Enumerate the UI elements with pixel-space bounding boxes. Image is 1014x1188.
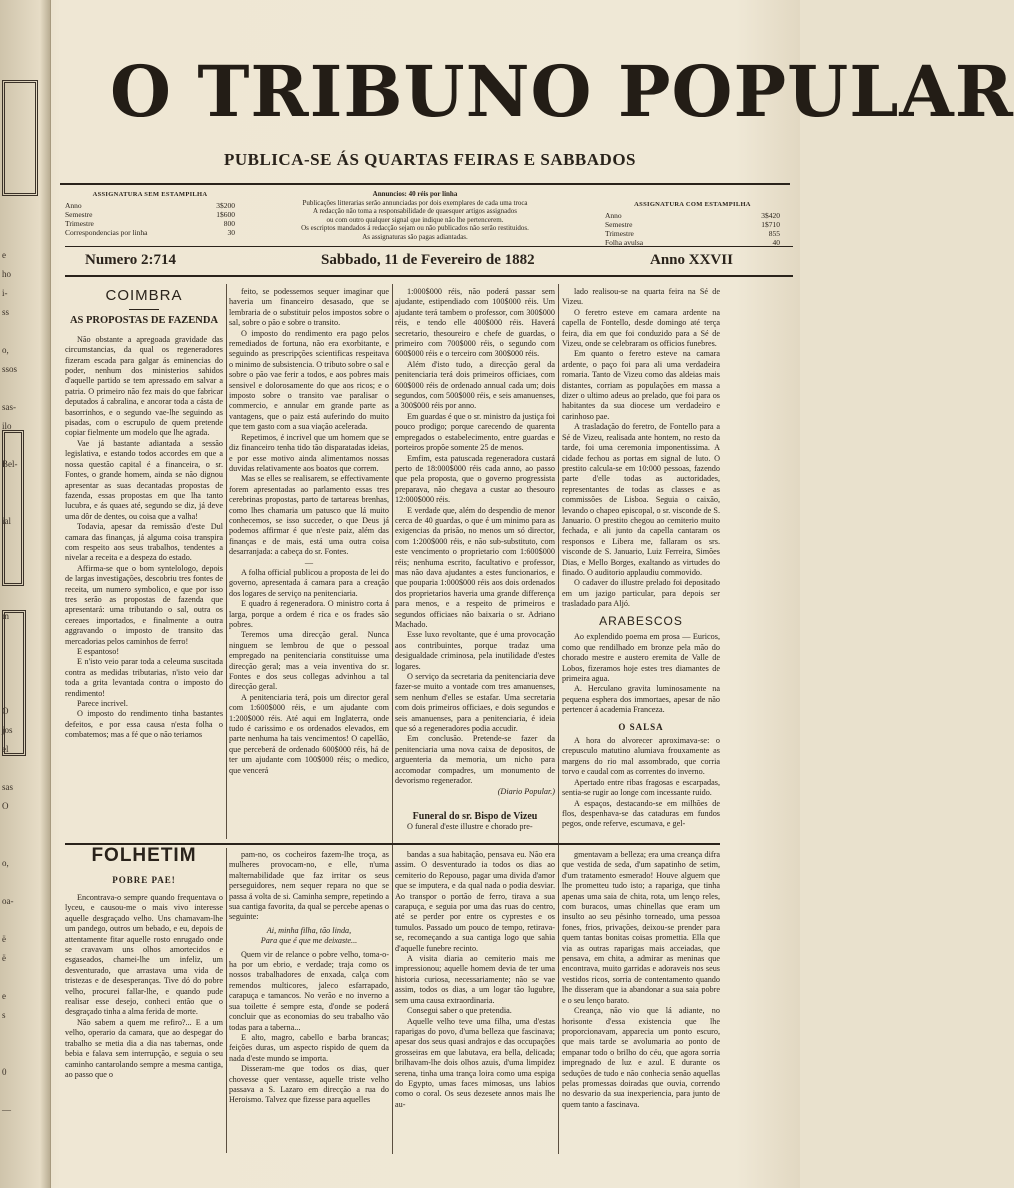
newspaper-title: O TRIBUNO POPULAR	[110, 50, 1014, 133]
adjacent-page-fragment: ë	[2, 953, 6, 963]
price-label: Anno	[65, 201, 82, 210]
paragraph: E alto, magro, cabello e barba brancas; feições duras, um aspecto rispido de quem da nada d'este mundo se importa.	[229, 1032, 389, 1063]
subscription-with-stamp	[605, 200, 780, 247]
section-title-coimbra: COIMBRA	[105, 287, 183, 304]
price-value: 800	[223, 219, 235, 228]
paragraph: Ai, minha filha, tão linda, Para que é que me deixaste...	[260, 925, 358, 946]
article-coimbra	[65, 287, 223, 832]
adjacent-page-fragment: ssos	[2, 364, 18, 374]
paragraph: A espaços, destacando-se em milhões de flos, despenhava-se das cataduras em fundos pegos, onde referve, escumava, e gel-	[562, 798, 720, 829]
issue-number: Numero 2:714	[85, 252, 176, 268]
paragraph: O feretro esteve em camara ardente na capella de Fontello, desde domingo até terça feira, dia em que foi conduzido para a Sé de Vizeu, onde se celebraram os officios funebres.	[562, 307, 720, 349]
adjacent-page-fragment: ë	[2, 934, 6, 944]
issue-info-bar	[65, 246, 793, 277]
paragraph: feito, se podessemos sequer imaginar que haveria um financeiro desasado, que se lembraria de o substituir pelos impostos sobre o sal, sobre o pão e sobre o transito.	[229, 287, 389, 328]
paragraph: Esse luxo revoltante, que é uma provocação aos contribuintes, porque tradaz uma desigualdade criminosa, pela inutilidade d'estes logares.	[395, 630, 555, 671]
publication-schedule: PUBLICA-SE ÁS QUARTAS FEIRAS E SABBADOS	[223, 150, 637, 169]
paragraph: O cadaver do illustre prelado foi depositado em um jazigo particular, para depois ser trasladado para Aljó.	[562, 578, 720, 609]
subscription-left-header: ASSIGNATURA SEM ESTAMPILHA	[92, 191, 208, 198]
paragraph: Todavia, apesar da remissão d'este Dul camara das finanças, já alguma coisa transpira com respeito aos seus trabalhos, tendentes a nivelar a receita e a despeza do estado.	[65, 522, 223, 563]
folhetim-title: FOLHETIM	[91, 845, 197, 866]
article-body	[562, 632, 720, 715]
price-label: Correspondencias por linha	[65, 228, 148, 237]
adjacent-page-fragment: ho	[2, 269, 11, 279]
paragraph: A hora do alvorecer aproximava-se: o crepusculo matutino alumiava frouxamente as margens do rio mal assombrado, que corria torvo e caudal com as correntes do inverno.	[562, 736, 720, 777]
paragraph: Emfim, esta patuscada regeneradora custará perto de 18:000$000 réis cada anno, ao passo que pela proposta, que o governo progressista preparava, não chegava a custar ao thesouro 12:000$000 réis.	[395, 453, 555, 505]
story-body	[562, 850, 720, 1110]
paragraph: Teremos uma direcção geral. Nunca ninguem se lembrou de que o pessoal empregado na penitenciaria constituisse uma direcção geral; mas a veia inventiva do sr. Fontes e dos seus collegas advinhou a tal direcção geral.	[229, 630, 389, 692]
paragraph: Não sabem a quem me refiro?... E a um velho, operario da camara, que ao despegar do trabalho se metia dia a dia nas tabernas, onde bebia e falava sem interrupção, e seguia o seu caminho cantarolando sempre a mesma cantiga, ao passo que o	[65, 1017, 223, 1079]
publication-notices	[245, 190, 585, 241]
article-column-3	[395, 287, 555, 796]
adjacent-page-fragment: ial	[2, 516, 11, 526]
folhetim-story-title: POBRE PAE!	[112, 875, 176, 885]
paragraph: gmentavam a belleza; era uma creança difra que vestida de seda, d'um sapatinho de setim, d'um tratamento esmerado! Houve alguem que lhe prometteu tudo isto; a rapariga, que tinha apenas uma saia de chita, rota, um lenço reles, com buracos, umas chinellas que eram um insulto ao seu pésinho torneado, uma pessoa fones, frios, privações, deixou-se prender para quem tantas bonitas coisas promettia. Ella que via as outras raparigas mais acceiadas, que pensava, em chita, a admirar as meninas que encontrava, muito garridas e adoraveis nos seus vestidos ricos, sorria de contentamento quando lhe disseram que ia abandonar a sua saia pobre e o seu lenço barato.	[562, 850, 720, 1005]
subscription-without-stamp	[65, 190, 235, 237]
column-rule	[392, 284, 393, 1154]
price-label: Semestre	[65, 210, 93, 219]
folhetim-column-4	[562, 850, 720, 1153]
paragraph: Vae já bastante adiantada a sessão legislativa, e estando todos accordes em que a nossa questão capital é a financeira, o sr. Fontes, o grande homem, ainda se não dignou apresentar as suas decantadas propostas de fazenda, essas propostas em que lha tanto lucubra, e ás quaes até, segundo se diz, já deve uma dôr de dentes, ou coisa que a valha!	[65, 438, 223, 521]
column-rule	[558, 284, 559, 1154]
paragraph: E verdade que, além do despendio de menor cerca de 40 guardas, o que é um minimo para as exigencias da prisão, no menos um só director, com 1:200$000 réis, e não sub-substituto, com este vencimento o proprietario com 1:600$000 réis; nenhuma escrito, facultativo e professor, mas não dava ajudantes a estes funcionarios, e que pouparia 1:000$000 réis aos dois ordenados dos proprietarios haveria uma grande differença para menos, e a respeito de primeiros e segundos officiaes não baixaria o sr. Adriano Machado.	[395, 505, 555, 629]
adjacent-page-fragment: s	[2, 1010, 6, 1020]
adjacent-page-fragment: e	[2, 991, 6, 1001]
story-body	[395, 850, 555, 1110]
paragraph: lado realisou-se na quarta feira na Sé de Vizeu.	[562, 287, 720, 307]
paragraph: Aquelle velho teve uma filha, uma d'estas raparigas do povo, d'uma belleza que fascinava; apesar dos seus quasi andrajos e das occupações grosseiras em que labutava, era bella, delicada; brilhavam-lhe dois olhos azuis, d'uma limpidez serena, tinha uma trança loira como uma espiga do Egypto, umas faces mimosas, uns labios como o coral. Os seus dezesete annos mais lhe au-	[395, 1016, 555, 1109]
ornament-frame	[2, 610, 26, 756]
paragraph: Em quanto o feretro esteve na camara ardente, o paço foi para ali uma verdadeira romaria. Tanto de Vizeu como das aldeias mais distantes, corriam as populações em massa a dizer o ultimo adeus ao prelado, que foi para os habitantes da sua diocese um verdadeiro e carinhoso pae.	[562, 349, 720, 421]
adjacent-page-fragment: sas	[2, 782, 13, 792]
paragraph: Encontrava-o sempre quando frequentava o lyceu, e causou-me o mais vivo interesse aquelle desgraçado velho. Uns chamavam-lhe um pandego, outros um bebado, e eu, depois de attentamente fitar aquelle rosto enrugado onde se cravavam uns olhos amortecidos e esgaseados, chamei-lhe um infeliz, um desventurado, que arrastava uma vida de tristezas e de desesperanças. Tive dó do pobre velho, procurei fallar-lhe, e quando pude realisar esse desejo, conheci então que o desgraçado tinha a alma ferida de morte.	[65, 893, 223, 1017]
price-value: 40	[772, 238, 780, 247]
paragraph: Ao explendido poema em prosa — Euricos, como que rendilhado em bronze pela mão do chorado mestre e austero eremita de Valle de Lobos, fizeramos hoje estes tres diamantes de primeira agua.	[562, 632, 720, 684]
price-label: Trimestre	[605, 229, 634, 238]
paragraph: pam-no, os cocheiros fazem-lhe troça, as mulheres provocam-no, e elle, n'uma malternabilidade que faz irritar os seus perseguidores, nem sequer repara no que se passa á volta de si. Caminha sempre, repetindo a sua cantiga favorita, da qual se percebe apenas o seguinte:	[229, 850, 389, 922]
folhetim-column-2	[229, 850, 389, 1153]
column-rule	[226, 848, 227, 1153]
article-body	[562, 287, 720, 610]
article-body	[395, 287, 555, 797]
adjacent-page-fragment: o,	[2, 345, 9, 355]
paragraph: Mas se elles se realisarem, se effectivamente forem apresentadas ao parlamento essas tres cerebrinas propostas, parto de tartareas brenhas, como lhes chamaria um patusco que lá muito conhecemos, se isso succeder, o que Deus já podemos affirmar é que n'este paiz, além das finanças e de mais, está uma outra coisa desarranjada: a cabeça do sr. Fontes.	[229, 474, 389, 557]
paragraph: Creança, não vio que lá adiante, no horisonte d'essa existencia que lhe proporcionavam, apparecia um ponto escuro, que mais tarde se avolumaria ao ponto de empanar todo o brilho do céu, que agora sorria impregnado de luz e azul. E durante os seduções de tudo e não conhecia senão aquellas pelas promessas doiradas que ouvia, correndo no desvario da sua inexperiencia, para junto de quem tanto a fascinava.	[562, 1006, 720, 1109]
paragraph: Repetimos, é incrivel que um homem que se diz financeiro tenha tido tão disparatadas ideias, e por esse motivo ainda alimentamos nossas duvidas relativamente aos boatos que correm.	[229, 432, 389, 473]
paragraph: 1:000$000 réis, não poderá passar sem ajudante, estipendiado com 100$000 réis. Um ajudante terá tambem o professor, com 300$000 réis, e tendo elle 400$000 réis. Haverá secretario, thesoureiro e chefe de guardas, o primeiro com 700$000 réis, o segundo com 600$000 réis e o terceiro com 300$000 réis.	[395, 287, 555, 359]
adjacent-page-fragment: i-	[2, 288, 8, 298]
price-value: 1$600	[216, 210, 235, 219]
subsection-title: O SALSA	[618, 721, 664, 732]
adjacent-page-fragment: el	[2, 744, 9, 754]
paragraph: Parece incrivel.	[77, 699, 128, 709]
paragraph: O imposto do rendimento era pago pelos remediados de fortuna, não era exorbitante, e seguindo as prescripções scientificas respeitava o minimo de subsistencia. O tributo sobre o sal e sobre o pão vae ferir a todos, e aos pobres mais sensivel e dolorosamente do que aos ricos; e o imposto sobre o transito vae paralisar o commercio, e annular em grande parte as vantagens, que o paiz está auferindo do muito que tem gasto com a sua viação acelerada.	[229, 328, 389, 432]
arabescos-section	[562, 612, 720, 837]
article-column-2	[229, 287, 389, 832]
adjacent-page-fragment: O	[2, 801, 9, 811]
notice-line: A redacção não toma a responsabilidade de quaesquer artigos assignados	[313, 207, 517, 215]
story-body	[229, 850, 389, 1106]
price-label: Semestre	[605, 220, 633, 229]
notice-line: ou com outro qualquer signal que indique não lhe pertencerem.	[326, 215, 504, 224]
issue-year: Anno XXVII	[650, 252, 733, 268]
price-row	[605, 229, 780, 238]
masthead-rule	[60, 183, 790, 185]
paragraph: (Diario Popular.)	[497, 786, 555, 796]
paragraph: Affirma-se que o bom syntelologo, depois de largas investigações, descobriu tres fontes de receita, um numero symbolico, e que por isso tres serão as propostas de fazenda que apresentará: uma tributando o sal, outra os cereaes importados, e finalmente a outra aggravando o imposto de transito das mercadorias pelos caminhos de ferro!	[65, 563, 223, 646]
subscription-right-header: ASSIGNATURA COM ESTAMPILHA	[634, 201, 751, 208]
article-body	[65, 335, 223, 741]
paragraph: O serviço da secretaria da penitenciaria deve fazer-se muito a vontade com tres amanuenses, sem nenhum d'elles se estafar. Uma secretaria com dois primeiros officiaes, e dois segundos e seis amanuenses, para a penitenciaria, é ideia que só a regeneradores podia accudir.	[395, 672, 555, 734]
price-row	[65, 210, 235, 219]
paragraph: E quadro á regeneradora. O ministro corta á larga, porque a ordem é rica e os frades são pobres.	[229, 599, 389, 629]
section-title-arabescos: ARABESCOS	[599, 614, 683, 628]
adjacent-page-fragment: ilo	[2, 421, 12, 431]
notice-line: Publicações litterarias serão annunciadas por dois exemplares de cada uma troca	[302, 198, 528, 207]
adjacent-page-strip	[0, 0, 51, 1188]
price-value: 855	[768, 229, 780, 238]
paragraph: A penitenciaria terá, pois um director geral com 1:600$000 réis, e um ajudante com 1:200$000 réis. Até aqui em Inglaterra, onde tudo é carissimo e os ordenados elevados, em parte nenhuma ha tais vencimentos! O capellão, que perceberá de ordenado 600$000 réis, há de ter um ajudante com 100$000 réis; o medico, que vencerá	[229, 692, 389, 775]
price-row	[65, 219, 235, 228]
paragraph: A. Herculano gravita luminosamente na pequena esphera dos immortaes, apesar de não pertencer á academia Franceza.	[562, 684, 720, 715]
price-value: 30	[227, 228, 235, 237]
price-row	[65, 228, 235, 237]
notice-line: Annuncios: 40 réis por linha	[372, 190, 458, 198]
article-body	[229, 287, 389, 776]
paragraph: E espantoso!	[77, 647, 120, 656]
column-rule	[226, 284, 227, 839]
adjacent-page-fragment: m	[2, 611, 10, 621]
paragraph: A visita diaria ao cemiterio mais me impressionou; aquelle homem devia de ter uma historia curiosa, necessariamente; não se vae assim, todos os dias, a um logar tão lugubre, sem uma causa extraordinaria.	[395, 954, 555, 1005]
story-body	[65, 893, 223, 1080]
paragraph: Apertado entre ribas fragosas e escarpadas, sentia-se rugir ao longe com incessante ruido.	[562, 777, 720, 798]
adjacent-page-fragment: ss	[2, 307, 10, 317]
price-value: 3$420	[761, 211, 780, 220]
adjacent-page-fragment: O	[2, 706, 9, 716]
adjacent-page-fragment: oa-	[2, 896, 14, 906]
price-row	[605, 220, 780, 229]
article-heading: AS PROPOSTAS DE FAZENDA	[69, 315, 219, 327]
paragraph: E n'isto veio parar toda a celeuma suscitada contra as medidas tributarias, n'isto veio dar toda a grita levantada contra o imposto do rendimento!	[65, 657, 223, 698]
adjacent-page-fragment: —	[2, 1105, 11, 1115]
divider	[129, 309, 159, 310]
issue-date: Sabbado, 11 de Fevereiro de 1882	[321, 252, 535, 268]
funeral-heading: Funeral do sr. Bispo de Vizeu	[412, 811, 538, 822]
price-label: Folha avulsa	[605, 238, 644, 247]
price-row	[65, 201, 235, 210]
article-body	[562, 736, 720, 830]
adjacent-page-fragment: Bel-	[2, 459, 18, 469]
paragraph: O imposto do rendimento tinha bastantes defeitos, e por essa causa n'esta folha o combatemos; mas a fé que o não teriamos	[65, 709, 223, 740]
paragraph: Em conclusão. Pretende-se fazer da penitenciaria uma nova caixa de depositos, de arguenteria da memoria, um nicho para accomodar compadres, um monumento de devorismo regenerador.	[395, 734, 555, 786]
paragraph: Além d'isto tudo, a direcção geral da penitenciaria terá dois primeiros officiaes, com 600$000 réis de ordenado annual cada um; dois segundos, com 500$000 réis, e seis amanuenses, a 300$000 réis por anno.	[395, 359, 555, 411]
ornament-frame	[2, 430, 24, 586]
adjacent-page-fragment: jos	[2, 725, 13, 735]
paragraph: Não obstante a apregoada gravidade das circumstancias, da qual os regeneradores fizeram escada para galgar ás eminencias do poder, nenhum dos ministerios sahidos d'aquelle partido se tem apressado em salvar a patria. O primeiro não fez mais do que fabricar deputados á cabralina, e ancorar toda a cásta de basorrinhos, e o segundo vae-lhe seguindo as pisadas, com o escrupulo de quem pretende copiar fielmente um modelo que lhe agrada.	[65, 334, 223, 438]
paragraph: A folha official publicou a proposta de lei do governo, apresentada á camara para a creação dos logares de serviço na penitenciaria.	[229, 567, 389, 598]
paragraph: Em guardas é que o sr. ministro da justiça foi pouco prodigo; porque carecendo de quarenta empregados o estabelecimento, entre guardas e porteiros propõe somente 25 de menos.	[395, 411, 555, 453]
price-value: 1$710	[761, 220, 780, 229]
adjacent-page-fragment: o,	[2, 858, 9, 868]
adjacent-page-fragment: 0	[2, 1067, 7, 1077]
price-label: Anno	[605, 211, 622, 220]
adjacent-page-fragment: e	[2, 250, 6, 260]
price-row	[605, 211, 780, 220]
notice-line: Os escriptos mandados á redacção sejam ou não publicados não serão restituidos.	[301, 224, 529, 232]
paragraph: Quem vir de relance o pobre velho, toma-o-ha por um ebrio, e verdade; traja como os nossos trabalhadores de enxada, calça com remendos multicores, jaleco esfarrapado, carapuça e tamancos. No verão e no inverno a sua toilette é sempre esta, d'onde se poderá concluir que as economias do seu trabalho vão todas para a taberna...	[229, 949, 389, 1032]
paragraph: Consegui saber o que pretendia.	[407, 1006, 512, 1016]
paragraph: bandas a sua habitação, pensava eu. Não era assim. O desventurado ia todos os dias ao cemiterio do Repouso, pagar uma divida d'amor que se imputera, e da qual nada o podia desviar. Ao transpor o portão de ferro, tirava a sua carapuça, e seguia por uma das ruas do centro, até se perder por entre os cyprestes e os tumulos. Passado um pouco de tempo, retirava-se, recomeçando a sua cantiga logo que sahia d'aquelle funebre recinto.	[395, 850, 555, 953]
notice-line: As assignaturas são pagas adiantadas.	[362, 232, 468, 241]
paragraph: —	[304, 557, 314, 567]
ornament-frame	[2, 80, 38, 196]
folhetim-column-3	[395, 850, 555, 1153]
funeral-text: O funeral d'este illustre e chorado pre-	[407, 822, 533, 832]
folhetim-column-1	[65, 893, 223, 1153]
price-label: Trimestre	[65, 219, 94, 228]
price-value: 3$200	[216, 201, 235, 210]
funeral-article	[395, 812, 555, 842]
adjacent-page-fragment: sas-	[2, 402, 16, 412]
paragraph: Disseram-me que todos os dias, quer chovesse quer ventasse, aquelle triste velho passava a S. Lazaro em direcção a rua do Heroismo. Talvez que fizesse para aquelles	[229, 1064, 389, 1105]
paragraph: A trasladação do feretro, de Fontello para a Sé de Vizeu, realisada ante hontem, no resto da tarde, foi uma ceremonia imponentissima. A cidade fechou as portas em signal de luto. O prestito calcula-se em 10:000 pessoas, fazendo parte d'elle todas as auctoridades, representantes de todas as classes e as commissões de Lisboa. Seguia o caixão, levando o chapeo episcopal, o sr. visconde de S. Januario. O prestito chegou ao cemiterio muito fechada, e ali junto da capella cantaram os responsos e Libera me, fallaram os srs. visconde de S. Januario, Luiz Ferreira, Simões Dias, e Mello Borges, exaltando as virtudes do finado. O auditorio applaudiu commovido.	[562, 422, 720, 577]
